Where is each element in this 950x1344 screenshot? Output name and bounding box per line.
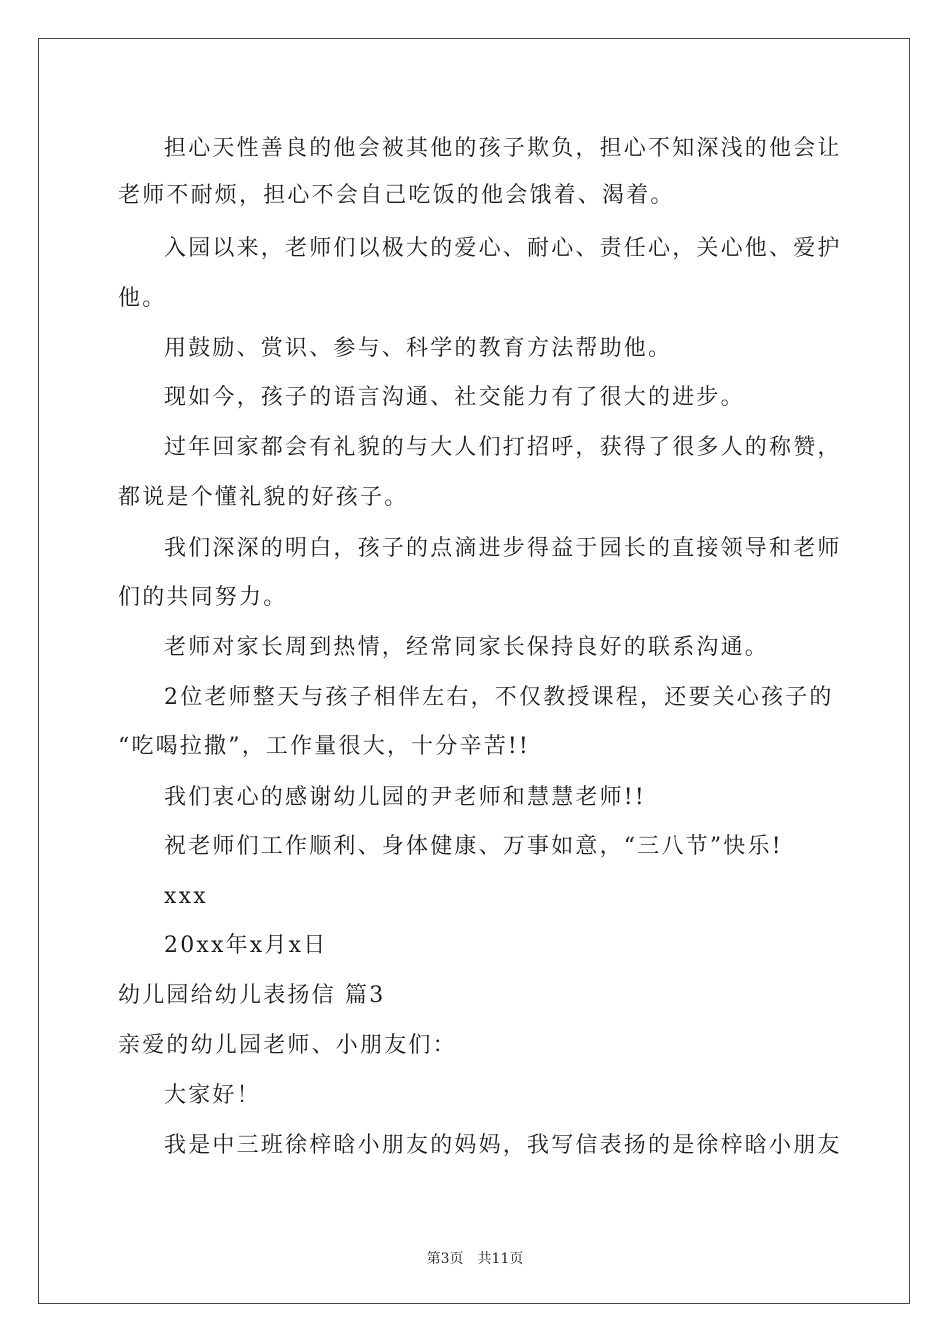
text-line: 我们深深的明白，孩子的点滴进步得益于园长的直接领导和老师 xyxy=(164,536,842,561)
text-line: 们的共同努力。 xyxy=(118,585,288,610)
text-line: 现如今，孩子的语言沟通、社交能力有了很大的进步。 xyxy=(164,385,745,410)
text-line: 担心天性善良的他会被其他的孩子欺负，担心不知深浅的他会让 xyxy=(164,136,842,161)
text-line: 用鼓励、赏识、参与、科学的教育方法帮助他。 xyxy=(164,336,673,361)
text-line: “吃喝拉撒”，工作量很大，十分辛苦!! xyxy=(118,734,530,759)
section-heading: 幼儿园给幼儿表扬信 篇3 xyxy=(118,983,386,1008)
text-line: 我们衷心的感谢幼儿园的尹老师和慧慧老师!! xyxy=(164,785,646,810)
text-line: 我是中三班徐梓晗小朋友的妈妈，我写信表扬的是徐梓晗小朋友 xyxy=(164,1133,842,1158)
text-line: 他。 xyxy=(118,286,167,311)
text-line: 过年回家都会有礼貌的与大人们打招呼，获得了很多人的称赞， xyxy=(164,435,842,460)
salutation: 亲爱的幼儿园老师、小朋友们： xyxy=(118,1033,457,1058)
text-line: 老师对家长周到热情，经常同家长保持良好的联系沟通。 xyxy=(164,635,770,660)
text-line: 2位老师整天与孩子相伴左右，不仅教授课程，还要关心孩子的 xyxy=(164,685,834,710)
text-line: 入园以来，老师们以极大的爱心、耐心、责任心，关心他、爱护 xyxy=(164,236,842,261)
text-line: xxx xyxy=(164,884,208,909)
text-line: 都说是个懂礼貌的好孩子。 xyxy=(118,485,409,510)
page-frame xyxy=(38,38,910,1304)
text-line: 老师不耐烦，担心不会自己吃饭的他会饿着、渴着。 xyxy=(118,183,675,208)
text-line: 祝老师们工作顺利、身体健康、万事如意，“三八节”快乐! xyxy=(164,834,783,859)
page-number: 第3页 共11页 xyxy=(426,1251,524,1267)
greeting: 大家好！ xyxy=(164,1083,261,1108)
text-line: 20xx年x月x日 xyxy=(164,933,328,958)
